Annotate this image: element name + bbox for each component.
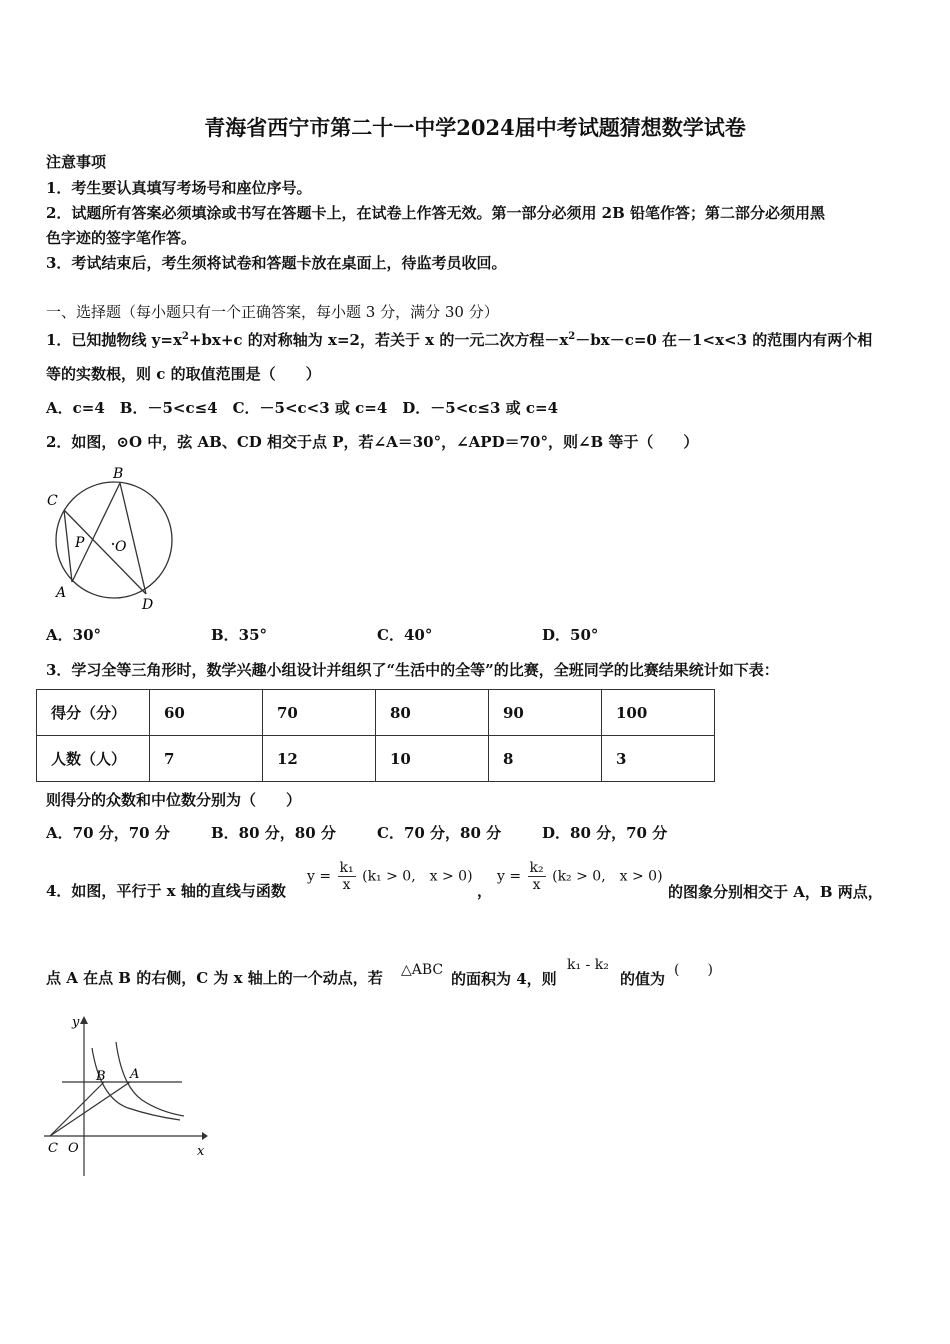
table-cell: 80 bbox=[376, 690, 489, 736]
q4-line2-c: 的值为 bbox=[620, 970, 666, 988]
table-cell: 90 bbox=[489, 690, 602, 736]
q2-option-d: D．50° bbox=[542, 626, 599, 644]
q3-option-d: D．80 分，70 分 bbox=[542, 824, 668, 842]
function-1: y = $\frac{\text{k₁}}{x}$ (k₁ > 0, x > 0) bbox=[307, 860, 473, 893]
q1-line1: 1．已知抛物线 $y=x^2+bx+c$ 的对称轴为 x=2，若关于 x 的一元二次方程$-x^2-bx-c=0$ 在－1<x<3 的范围内有两个相 bbox=[46, 331, 873, 349]
table-cell: 3 bbox=[602, 736, 715, 782]
label-B: B bbox=[113, 466, 124, 482]
notice-heading: 注意事项 bbox=[46, 153, 107, 171]
q1-line2: 等的实数根，则 c 的取值范围是（ ） bbox=[46, 365, 321, 383]
triangle-abc: △ABC bbox=[401, 962, 444, 978]
q2-stem: 2．如图，⊙O 中，弦 AB、CD 相交于点 P，若∠A＝30°，∠APD＝70°，则∠B 等于（ ） bbox=[46, 433, 699, 451]
q3-stem: 3．学习全等三角形时，数学兴趣小组设计并组织了“生活中的全等”的比赛，全班同学的比赛结果统计如下表： bbox=[46, 661, 779, 679]
table-cell: 7 bbox=[150, 736, 263, 782]
notice-item: 3．考试结束后，考生须将试卷和答题卡放在桌面上，待监考员收回。 bbox=[46, 254, 507, 272]
q2-option-c: C．40° bbox=[377, 626, 433, 644]
table-cell: 10 bbox=[376, 736, 489, 782]
table-row bbox=[37, 736, 715, 782]
graph-figure bbox=[42, 1012, 212, 1180]
score-table bbox=[36, 689, 715, 782]
table-cell: 60 bbox=[150, 690, 263, 736]
section-heading: 一、选择题（每小题只有一个正确答案，每小题 3 分，满分 30 分） bbox=[46, 303, 499, 321]
label-O: O bbox=[68, 1141, 79, 1156]
k-difference: k₁ - k₂ bbox=[567, 957, 609, 973]
q2-option-a: A．30° bbox=[46, 626, 102, 644]
q4-stem-a: 4．如图，平行于 x 轴的直线与函数 bbox=[46, 882, 286, 900]
table-cell: 8 bbox=[489, 736, 602, 782]
q1-options: A．c=4 B．－5<c≤4 C．－5<c<3 或 c=4 D．－5<c≤3 或 c=4 bbox=[46, 399, 559, 417]
notice-item: 1．考生要认真填写考场号和座位序号。 bbox=[46, 179, 312, 197]
table-cell: 12 bbox=[263, 736, 376, 782]
label-A: A bbox=[56, 585, 67, 601]
answer-paren: ( ) bbox=[674, 962, 713, 978]
table-cell: 人数（人） bbox=[37, 736, 150, 782]
function-2: y = $\frac{\text{k₂}}{x}$ (k₂ > 0, x > 0) bbox=[497, 860, 663, 893]
page-title: 青海省西宁市第二十一中学2024届中考试题猜想数学试卷 bbox=[204, 115, 746, 140]
q3-question: 则得分的众数和中位数分别为（ ） bbox=[46, 791, 302, 809]
q2-option-b: B．35° bbox=[211, 626, 268, 644]
circle-figure bbox=[42, 462, 182, 614]
notice-item: 2．试题所有答案必须填涂或书写在答题卡上，在试卷上作答无效。第一部分必须用 2B 铅笔作答；第二部分必须用黑 bbox=[46, 204, 826, 222]
label-A: A bbox=[130, 1067, 140, 1082]
q3-option-c: C．70 分，80 分 bbox=[377, 824, 502, 842]
label-C: C bbox=[48, 1141, 58, 1156]
label-C: C bbox=[47, 493, 58, 509]
q3-option-b: B．80 分，80 分 bbox=[211, 824, 336, 842]
table-cell: 100 bbox=[602, 690, 715, 736]
label-O: O bbox=[115, 539, 127, 555]
q4-line2-b: 的面积为 4，则 bbox=[451, 970, 557, 988]
notice-item: 色字迹的签字笔作答。 bbox=[46, 229, 197, 247]
q4-stem-b: 的图象分别相交于 A，B 两点， bbox=[668, 883, 883, 901]
label-D: D bbox=[142, 597, 154, 613]
q4-line2-a: 点 A 在点 B 的右侧，C 为 x 轴上的一个动点，若 bbox=[46, 969, 383, 987]
label-y: y bbox=[72, 1015, 80, 1030]
label-B: B bbox=[96, 1069, 106, 1084]
table-cell: 70 bbox=[263, 690, 376, 736]
q4-comma: ， bbox=[477, 882, 493, 900]
table-cell: 得分（分） bbox=[37, 690, 150, 736]
q3-option-a: A．70 分，70 分 bbox=[46, 824, 170, 842]
table-row bbox=[37, 690, 715, 736]
label-x: x bbox=[197, 1144, 205, 1159]
label-P: P bbox=[75, 535, 85, 551]
